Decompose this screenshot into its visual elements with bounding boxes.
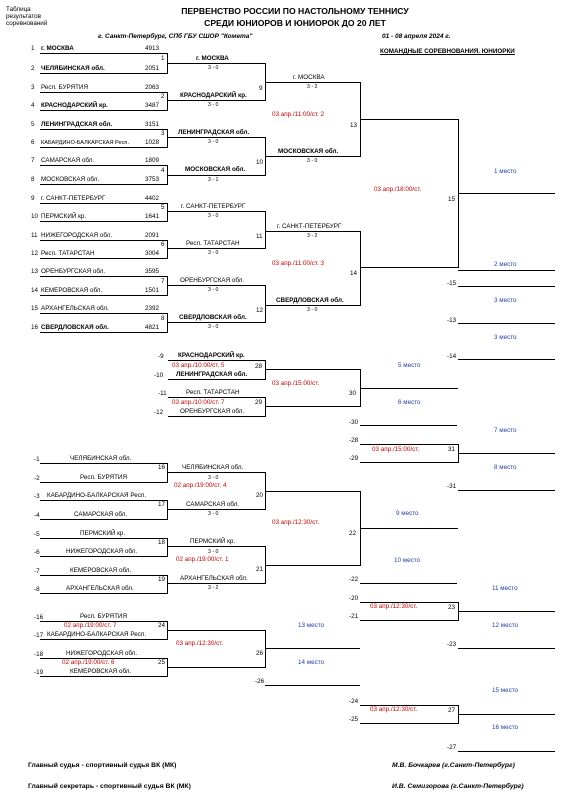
seed-rating: 3753 [145, 176, 160, 183]
bracket-line [167, 538, 168, 557]
schedule-note: 03 апр./10:00/ст. 5 [172, 362, 225, 369]
bracket-line [265, 685, 360, 686]
match-number: 31 [448, 446, 456, 453]
bracket-line [360, 231, 361, 306]
seed-team: г. МОСКВА [41, 45, 74, 52]
r1-score: 3 - 0 [208, 139, 219, 145]
bracket-line [168, 416, 265, 417]
r2-winner: СВЕРДЛОВСКАЯ обл. [276, 297, 344, 304]
r2-score: 3 - 0 [307, 158, 318, 164]
bracket-line [167, 240, 168, 259]
r1-winner: ОРЕНБУРГСКАЯ обл. [180, 277, 245, 284]
r1-score: 3 - 0 [208, 287, 219, 293]
bracket-line [265, 285, 266, 323]
loser-ref: -13 [447, 317, 457, 324]
seed-number: 15 [31, 305, 39, 312]
seed-team: АРХАНГЕЛЬСКАЯ обл. [41, 305, 109, 312]
loser-ref: -24 [349, 698, 359, 705]
bracket-line [167, 322, 265, 323]
bracket-line [40, 556, 167, 557]
title-line-2: СРЕДИ ЮНИОРОВ И ЮНИОРОК ДО 20 ЛЕТ [204, 18, 386, 28]
loser-ref: -6 [34, 549, 40, 556]
bracket-line [167, 248, 265, 249]
schedule-note: 03 апр./12:30/ст. [176, 640, 224, 647]
bracket-line [458, 648, 555, 649]
loser-ref: -20 [349, 595, 359, 602]
match-number: 24 [158, 622, 166, 629]
corner-note-line: соревнований [6, 20, 48, 27]
seed-rating: 4821 [145, 324, 160, 331]
bracket-line [458, 286, 555, 287]
seed-team: Респ. ТАТАРСТАН [41, 250, 95, 257]
seed-number: 4 [31, 102, 35, 109]
cons-team: ПЕРМСКИЙ кр. [80, 530, 126, 537]
loser-ref: -1 [34, 456, 40, 463]
seed-team: САМАРСКАЯ обл. [41, 157, 95, 164]
seed-rating: 3487 [145, 102, 160, 109]
bracket-line [167, 276, 168, 296]
seed-team: КРАСНОДАРСКИЙ кр. [41, 102, 108, 109]
loser-ref: -31 [447, 483, 457, 490]
r2-score: 3 - 0 [307, 307, 318, 313]
bracket-line [360, 528, 458, 529]
event-name: КОМАНДНЫЕ СОРЕВНОВАНИЯ. ЮНИОРКИ [380, 48, 515, 55]
chief-judge-label: Главный судья - спортивный судья ВК (МК) [28, 762, 177, 769]
schedule-note: 03 апр./18:00/ст. [374, 186, 422, 193]
seed-rating: 1809 [145, 157, 160, 164]
bracket-line [167, 313, 168, 333]
seed-team: ПЕРМСКИЙ кр. [41, 213, 87, 220]
bracket-line [40, 639, 167, 640]
bracket-line [360, 119, 458, 120]
cons-score: 3 - 0 [208, 549, 219, 555]
r1-winner: г. САНКТ-ПЕТЕРБУРГ [181, 203, 246, 210]
bracket-line [458, 714, 555, 715]
bracket-line [40, 332, 167, 333]
bracket-line [265, 397, 266, 417]
bracket-line [265, 648, 360, 649]
bracket-line [40, 575, 167, 576]
seed-rating: 4402 [145, 195, 160, 202]
seed-team: СВЕРДЛОВСКАЯ обл. [41, 324, 109, 331]
bracket-line [265, 491, 360, 492]
match-number: 7 [161, 278, 165, 285]
cons-team: ЧЕЛЯБИНСКАЯ обл. [70, 455, 132, 462]
seed-rating: 1501 [145, 287, 160, 294]
seed-rating: 2051 [145, 65, 160, 72]
title-line-1: ПЕРВЕНСТВО РОССИИ ПО НАСТОЛЬНОМУ ТЕННИСУ [181, 6, 409, 16]
cons-winner: ПЕРМСКИЙ кр. [190, 538, 236, 545]
seed-number: 3 [31, 84, 35, 91]
match-number: 9 [259, 85, 263, 92]
bracket-line [40, 538, 167, 539]
bracket-line [168, 397, 265, 398]
match-number: 19 [158, 576, 166, 583]
bracket-line [40, 53, 167, 54]
seed-number: 2 [31, 65, 35, 72]
bracket-line [40, 92, 167, 93]
cons-team: Респ. ТАТАРСТАН [186, 389, 240, 396]
loser-ref: -8 [34, 586, 40, 593]
cons-team: Респ. БУРЯТИЯ [80, 474, 127, 481]
seed-number: 12 [31, 250, 39, 257]
loser-ref: -14 [447, 353, 457, 360]
match-number: 17 [158, 501, 166, 508]
r1-score: 3 - 0 [208, 65, 219, 71]
seed-number: 11 [31, 232, 38, 239]
seed-rating: 2392 [145, 305, 160, 312]
bracket-line [40, 73, 167, 74]
bracket-line [40, 184, 167, 185]
bracket-line [265, 82, 360, 83]
r1-score: 3 - 1 [208, 177, 219, 183]
match-number: 22 [349, 530, 357, 537]
bracket-line [40, 258, 167, 259]
loser-ref: -15 [447, 280, 457, 287]
corner-note-line: Таблица [6, 6, 31, 13]
bracket-line [40, 482, 167, 483]
bracket-line [40, 276, 167, 277]
bracket-line [167, 500, 168, 520]
cons-winner: САМАРСКАЯ обл. [186, 501, 240, 508]
cons-team: КЕМЕРОВСКАЯ обл. [70, 668, 132, 675]
loser-ref: -18 [34, 651, 44, 658]
seed-number: 13 [31, 268, 39, 275]
r1-score: 3 - 0 [208, 102, 219, 108]
cons-score: 3 - 2 [208, 585, 219, 591]
match-number: 3 [161, 130, 165, 137]
seed-rating: 3595 [145, 268, 160, 275]
bracket-line [40, 110, 167, 111]
bracket-line [167, 509, 265, 510]
r1-winner: МОСКОВСКАЯ обл. [185, 166, 246, 173]
place-label: 3 место [494, 297, 517, 304]
seed-number: 7 [31, 157, 35, 164]
loser-ref: -3 [34, 493, 40, 500]
corner-note [6, 6, 47, 27]
loser-ref: -27 [447, 744, 457, 751]
r1-winner: ЛЕНИНГРАДСКАЯ обл. [178, 129, 250, 136]
bracket-line [167, 100, 265, 101]
bracket-line [167, 667, 265, 668]
loser-ref: -26 [255, 678, 265, 685]
loser-ref: -4 [34, 512, 40, 519]
match-number: 10 [256, 159, 264, 166]
bracket-line [167, 575, 168, 594]
loser-ref: -28 [349, 437, 359, 444]
match-number: 29 [255, 399, 263, 406]
seed-team: КАБАРДИНО-БАЛКАРСКАЯ Респ. [41, 140, 130, 146]
bracket-line [40, 593, 167, 594]
bracket-line [167, 92, 168, 111]
match-number: 12 [256, 307, 264, 314]
bracket-line [40, 203, 167, 204]
seed-team: г. САНКТ-ПЕТЕРБУРГ [41, 195, 106, 202]
match-number: 21 [256, 566, 264, 573]
cons-team: САМАРСКАЯ обл. [74, 511, 128, 518]
bracket-line [360, 267, 458, 268]
cons-team: Респ. БУРЯТИЯ [80, 613, 127, 620]
cons-team: НИЖЕГОРОДСКАЯ обл. [66, 548, 138, 555]
bracket-line [40, 147, 167, 148]
r1-score: 3 - 0 [208, 213, 219, 219]
seed-rating: 2091 [145, 232, 160, 239]
cons-score: 3 - 0 [208, 475, 219, 481]
chief-secretary-name: И.В. Семизорова (г.Санкт-Петербург) [392, 783, 524, 790]
place-label: 14 место [298, 659, 325, 666]
corner-note-line: результатов [6, 13, 41, 20]
seed-rating: 4913 [145, 45, 160, 52]
place-label: 15 место [492, 687, 519, 694]
match-number: 8 [161, 315, 165, 322]
place-label: 11 место [492, 585, 518, 592]
loser-ref: -5 [34, 531, 40, 538]
bracket-line [40, 500, 167, 501]
bracket-line [40, 313, 167, 314]
seed-number: 9 [31, 195, 35, 202]
seed-number: 5 [31, 121, 35, 128]
seed-rating: 1641 [145, 213, 160, 220]
seed-number: 14 [31, 287, 39, 294]
r2-score: 3 - 2 [307, 233, 318, 239]
seed-number: 8 [31, 176, 35, 183]
seed-rating: 1028 [145, 139, 160, 146]
r1-winner: Респ. ТАТАРСТАН [186, 240, 240, 247]
bracket-line [40, 129, 167, 130]
bracket-line [458, 751, 555, 752]
r1-score: 3 - 0 [208, 324, 219, 330]
seed-number: 10 [31, 213, 39, 220]
cons-team: КАБАРДИНО-БАЛКАРСКАЯ Респ. [47, 492, 147, 499]
seed-rating: 3004 [145, 250, 160, 257]
bracket-line [265, 630, 266, 668]
bracket-line [458, 611, 555, 612]
loser-ref: -29 [349, 455, 359, 462]
bracket-line [167, 203, 168, 222]
dates: 01 - 08 апреля 2024 г. [382, 33, 451, 40]
match-number: 14 [350, 270, 358, 277]
cons-winner: ЧЕЛЯБИНСКАЯ обл. [182, 464, 244, 471]
bracket-line [167, 63, 265, 64]
schedule-note: 03 апр./12:30/ст. [370, 706, 418, 713]
schedule-note: 03 апр./10:00/ст. 7 [172, 399, 225, 406]
bracket-line [167, 630, 265, 631]
place-label: 9 место [396, 510, 419, 517]
chief-judge-name: М.В. Бочкарев (г.Санкт-Петербург) [392, 762, 515, 769]
match-number: 2 [161, 93, 165, 100]
bracket-line [458, 270, 555, 271]
cons-team: ОРЕНБУРГСКАЯ обл. [180, 408, 245, 415]
cons-team: КАБАРДИНО-БАЛКАРСКАЯ Респ. [47, 631, 147, 638]
place-label: 3 место [494, 334, 517, 341]
match-number: 18 [158, 539, 166, 546]
bracket-line [40, 519, 167, 520]
r2-winner: МОСКОВСКАЯ обл. [278, 148, 339, 155]
r2-winner: г. САНКТ-ПЕТЕРБУРГ [277, 223, 342, 230]
bracket-line [40, 295, 167, 296]
schedule-note: 03 апр./12:30/ст. [272, 519, 320, 526]
seed-team: ОРЕНБУРГСКАЯ обл. [41, 268, 106, 275]
bracket-line [360, 444, 458, 445]
bracket-line [265, 156, 360, 157]
schedule-note: 02 апр./19:00/ст. 4 [174, 482, 227, 489]
bracket-line [458, 453, 555, 454]
loser-ref: -23 [447, 641, 457, 648]
loser-ref: -16 [34, 614, 44, 621]
bracket-line [265, 565, 360, 566]
match-number: 1 [161, 55, 165, 62]
match-number: 6 [161, 241, 165, 248]
bracket-line [360, 723, 458, 724]
cons-winner: АРХАНГЕЛЬСКАЯ обл. [180, 575, 248, 582]
place-label: 16 место [492, 724, 519, 731]
bracket-line [360, 583, 457, 584]
bracket-line [265, 211, 266, 249]
match-number: 26 [256, 650, 264, 657]
schedule-note: 03 апр./11:00/ст. 2 [272, 111, 325, 118]
bracket-line [265, 360, 266, 380]
schedule-note: 03 апр./11:00/ст. 3 [272, 260, 325, 267]
r1-score: 3 - 0 [208, 250, 219, 256]
place-label: 12 место [492, 622, 519, 629]
r1-winner: КРАСНОДАРСКИЙ кр. [180, 92, 247, 99]
cons-team: ЛЕНИНГРАДСКАЯ обл. [176, 371, 248, 378]
loser-ref: -9 [158, 353, 164, 360]
bracket-line [167, 463, 168, 483]
schedule-note: 02 апр./19:00/ст. 1 [176, 556, 229, 563]
r1-winner: СВЕРДЛОВСКАЯ обл. [179, 314, 247, 321]
seed-rating: 2063 [145, 84, 160, 91]
r1-winner: г. МОСКВА [196, 55, 229, 62]
r2-winner: г. МОСКВА [293, 74, 325, 81]
seed-number: 16 [31, 324, 39, 331]
loser-ref: -19 [34, 669, 44, 676]
place-label: 1 место [494, 168, 517, 175]
bracket-line [265, 406, 360, 407]
bracket-line [167, 137, 265, 138]
cons-score: 3 - 0 [208, 511, 219, 517]
match-number: 16 [158, 464, 166, 471]
bracket-line [458, 193, 555, 194]
schedule-note: 03 апр./15:00/ст. [272, 380, 320, 387]
match-number: 15 [448, 196, 456, 203]
loser-ref: -10 [154, 372, 164, 379]
loser-ref: -12 [154, 409, 164, 416]
seed-team: НИЖЕГОРОДСКАЯ обл. [41, 232, 113, 239]
cons-team: НИЖЕГОРОДСКАЯ обл. [66, 650, 138, 657]
match-number: 20 [256, 492, 264, 499]
venue: г. Санкт-Петербург, СПб ГБУ СШОР "Комета" [98, 33, 253, 40]
bracket-line [265, 231, 360, 232]
bracket-line [167, 211, 265, 212]
place-label: 7 место [494, 427, 517, 434]
place-label: 5 место [398, 362, 421, 369]
schedule-note: 03 апр./15:00/ст. [372, 446, 420, 453]
seed-team: Респ. БУРЯТИЯ [41, 84, 88, 91]
loser-ref: -7 [34, 568, 40, 575]
place-label: 2 место [494, 261, 517, 268]
bracket-line [168, 360, 265, 361]
loser-ref: -25 [349, 716, 359, 723]
bracket-line [40, 463, 167, 464]
bracket-line [167, 472, 265, 473]
bracket-line [167, 285, 265, 286]
bracket-line [167, 583, 265, 584]
match-number: 27 [448, 707, 456, 714]
match-number: 5 [161, 204, 165, 211]
bracket-line [167, 546, 265, 547]
bracket-line [168, 379, 265, 380]
bracket-line [360, 462, 458, 463]
cons-team: КЕМЕРОВСКАЯ обл. [70, 567, 132, 574]
r2-score: 3 - 2 [307, 84, 318, 90]
seed-team: ЛЕНИНГРАДСКАЯ обл. [41, 121, 113, 128]
match-number: 13 [350, 122, 358, 129]
bracket-line [265, 305, 360, 306]
schedule-note: 02 апр./19:00/ст. 7 [64, 622, 117, 629]
bracket-line [40, 165, 167, 166]
bracket-line [167, 129, 168, 148]
bracket-line [40, 221, 167, 222]
loser-ref: -2 [34, 475, 40, 482]
bracket-line [458, 490, 555, 491]
chief-secretary-label: Главный секретарь - спортивный судья ВК (МК) [28, 783, 191, 790]
seed-number: 6 [31, 139, 35, 146]
match-number: 4 [161, 167, 165, 174]
seed-team: МОСКОВСКАЯ обл. [41, 176, 100, 183]
seed-number: 1 [31, 45, 35, 52]
match-number: 11 [256, 233, 263, 240]
bracket-line [360, 620, 458, 621]
match-number: 23 [448, 604, 456, 611]
bracket-line [40, 676, 167, 677]
bracket-line [360, 388, 458, 389]
bracket-line [265, 369, 360, 370]
bracket-line [458, 359, 555, 360]
bracket-line [40, 240, 167, 241]
seed-team: ЧЕЛЯБИНСКАЯ обл. [41, 65, 105, 72]
place-label: 8 место [494, 464, 517, 471]
loser-ref: -21 [349, 613, 359, 620]
schedule-note: 03 апр./12:30/ст. [370, 603, 418, 610]
seed-team: КЕМЕРОВСКАЯ обл. [41, 287, 103, 294]
bracket-line [167, 175, 265, 176]
cons-team: АРХАНГЕЛЬСКАЯ обл. [66, 585, 134, 592]
loser-ref: -22 [349, 576, 359, 583]
schedule-note: 02 апр./19:00/ст. 6 [62, 659, 115, 666]
match-number: 25 [158, 659, 166, 666]
bracket-line [360, 425, 457, 426]
loser-ref: -17 [34, 632, 44, 639]
place-label: 13 место [298, 622, 325, 629]
bracket-line [458, 323, 555, 324]
match-number: 28 [255, 363, 263, 370]
place-label: 6 место [398, 399, 421, 406]
loser-ref: -30 [349, 419, 359, 426]
match-number: 30 [349, 390, 357, 397]
seed-rating: 3151 [145, 121, 160, 128]
loser-ref: -11 [158, 390, 167, 397]
cons-team: КРАСНОДАРСКИЙ кр. [178, 352, 245, 359]
place-label: 10 место [394, 557, 421, 564]
